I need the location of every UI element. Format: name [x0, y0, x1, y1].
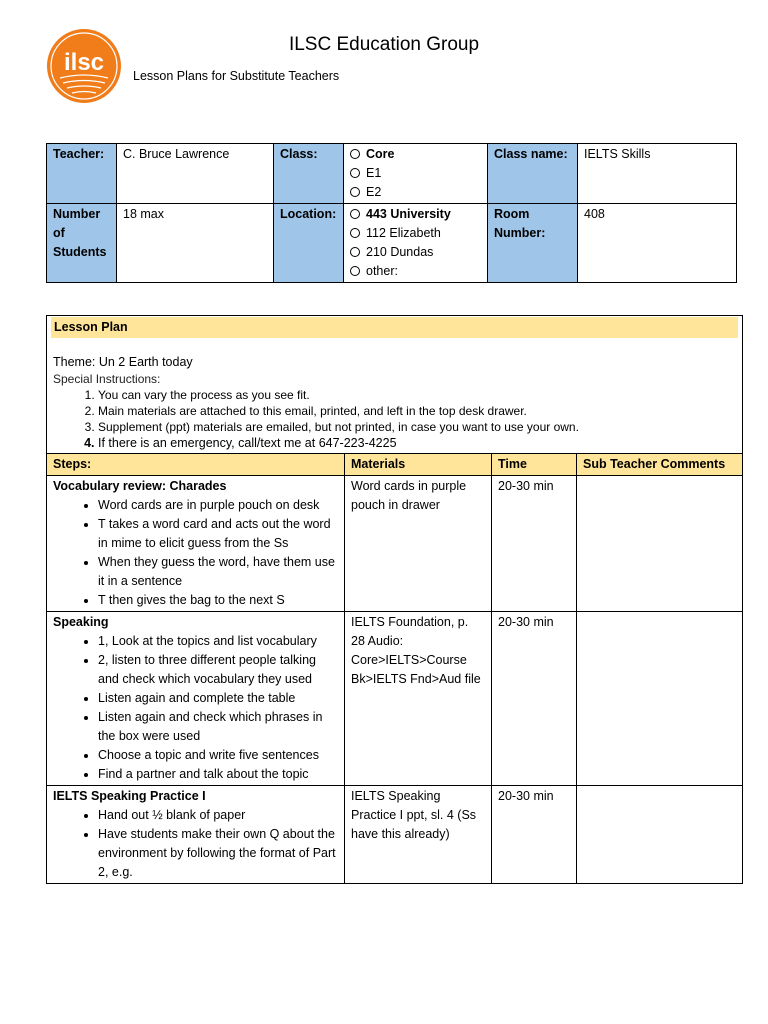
- radio-circle-icon: [350, 187, 360, 197]
- radio-circle-icon: [350, 168, 360, 178]
- materials-cell: IELTS Speaking Practice I ppt, sl. 4 (Ss have this already): [345, 786, 492, 884]
- lesson-plan-header-cell: [47, 316, 743, 454]
- room-label: Room Number:: [488, 204, 578, 283]
- location-option-443[interactable]: 443 University: [350, 205, 481, 224]
- step-item: • T then gives the bag to the next S: [98, 591, 338, 610]
- comments-cell[interactable]: [577, 612, 743, 786]
- radio-circle-icon: [350, 149, 360, 159]
- instruction-item: 4. If there is an emergency, call/text me at 647-223-4225: [98, 435, 736, 451]
- table-row: [47, 612, 743, 786]
- col-steps: Steps:: [47, 454, 345, 476]
- step-list: [53, 632, 338, 784]
- col-materials: Materials: [345, 454, 492, 476]
- step-item: • Find a partner and talk about the topic: [98, 765, 338, 784]
- class-info-table: [46, 143, 737, 283]
- col-time: Time: [492, 454, 577, 476]
- step-title: IELTS Speaking Practice I: [53, 789, 206, 803]
- time-cell: 20-30 min: [492, 786, 577, 884]
- step-title: Speaking: [53, 615, 109, 629]
- comments-cell[interactable]: [577, 786, 743, 884]
- students-value: 18 max: [117, 204, 274, 283]
- radio-circle-icon: [350, 209, 360, 219]
- teacher-value: C. Bruce Lawrence: [117, 144, 274, 204]
- logo-text: ilsc: [63, 49, 105, 76]
- radio-circle-icon: [350, 228, 360, 238]
- time-cell: 20-30 min: [492, 476, 577, 612]
- step-item: • Listen again and complete the table: [98, 689, 338, 708]
- radio-circle-icon: [350, 266, 360, 276]
- class-option-e1[interactable]: E1: [350, 164, 481, 183]
- step-item: • T takes a word card and acts out the word in mime to elicit guess from the Ss: [98, 515, 338, 553]
- location-option-other[interactable]: other:: [350, 262, 481, 281]
- time-cell: 20-30 min: [492, 612, 577, 786]
- step-item: • 2, listen to three different people talking and check which vocabulary they used: [98, 651, 338, 689]
- lesson-plan-heading: Lesson Plan: [51, 317, 738, 338]
- class-options: [344, 144, 488, 204]
- step-item: • Have students make their own Q about the environment by following the format of Part 2, e.g.: [98, 825, 338, 882]
- location-option-112[interactable]: 112 Elizabeth: [350, 224, 481, 243]
- steps-cell: [47, 786, 345, 884]
- step-list: [53, 496, 338, 610]
- table-row: [47, 786, 743, 884]
- class-name-value: IELTS Skills: [578, 144, 737, 204]
- teacher-label: Teacher:: [47, 144, 117, 204]
- location-label: Location:: [274, 204, 344, 283]
- step-item: • 1, Look at the topics and list vocabulary: [98, 632, 338, 651]
- instruction-item: 2. Main materials are attached to this email, printed, and left in the top desk drawer.: [98, 403, 736, 419]
- instruction-item: 3. Supplement (ppt) materials are emailed, but not printed, in case you want to use your own.: [98, 419, 736, 435]
- special-instructions-label: Special Instructions:: [53, 372, 161, 386]
- step-title: Vocabulary review: Charades: [53, 479, 227, 493]
- class-option-e2[interactable]: E2: [350, 183, 481, 202]
- table-row: [47, 476, 743, 612]
- radio-circle-icon: [350, 247, 360, 257]
- instruction-item: 1. You can vary the process as you see fit.: [98, 387, 736, 403]
- step-list: [53, 806, 338, 882]
- class-label: Class:: [274, 144, 344, 204]
- step-item: • Listen again and check which phrases in the box were used: [98, 708, 338, 746]
- step-item: • Hand out ½ blank of paper: [98, 806, 338, 825]
- materials-cell: Word cards in purple pouch in drawer: [345, 476, 492, 612]
- steps-cell: [47, 476, 345, 612]
- steps-cell: [47, 612, 345, 786]
- students-label: Number of Students: [47, 204, 117, 283]
- special-instructions-list: [53, 387, 736, 451]
- page-subtitle: Lesson Plans for Substitute Teachers: [133, 69, 340, 83]
- class-option-core[interactable]: Core: [350, 145, 481, 164]
- location-option-210[interactable]: 210 Dundas: [350, 243, 481, 262]
- page-title: ILSC Education Group: [288, 34, 480, 55]
- col-comments: Sub Teacher Comments: [577, 454, 743, 476]
- class-name-label: Class name:: [488, 144, 578, 204]
- step-item: • Choose a topic and write five sentences: [98, 746, 338, 765]
- comments-cell[interactable]: [577, 476, 743, 612]
- room-value: 408: [578, 204, 737, 283]
- step-item: • Word cards are in purple pouch on desk: [98, 496, 338, 515]
- lesson-theme: Theme: Un 2 Earth today: [53, 355, 193, 369]
- lesson-plan-table: [46, 315, 743, 884]
- materials-cell: IELTS Foundation, p. 28 Audio: Core>IELTS>Course Bk>IELTS Fnd>Aud file: [345, 612, 492, 786]
- location-options: [344, 204, 488, 283]
- step-item: • When they guess the word, have them use it in a sentence: [98, 553, 338, 591]
